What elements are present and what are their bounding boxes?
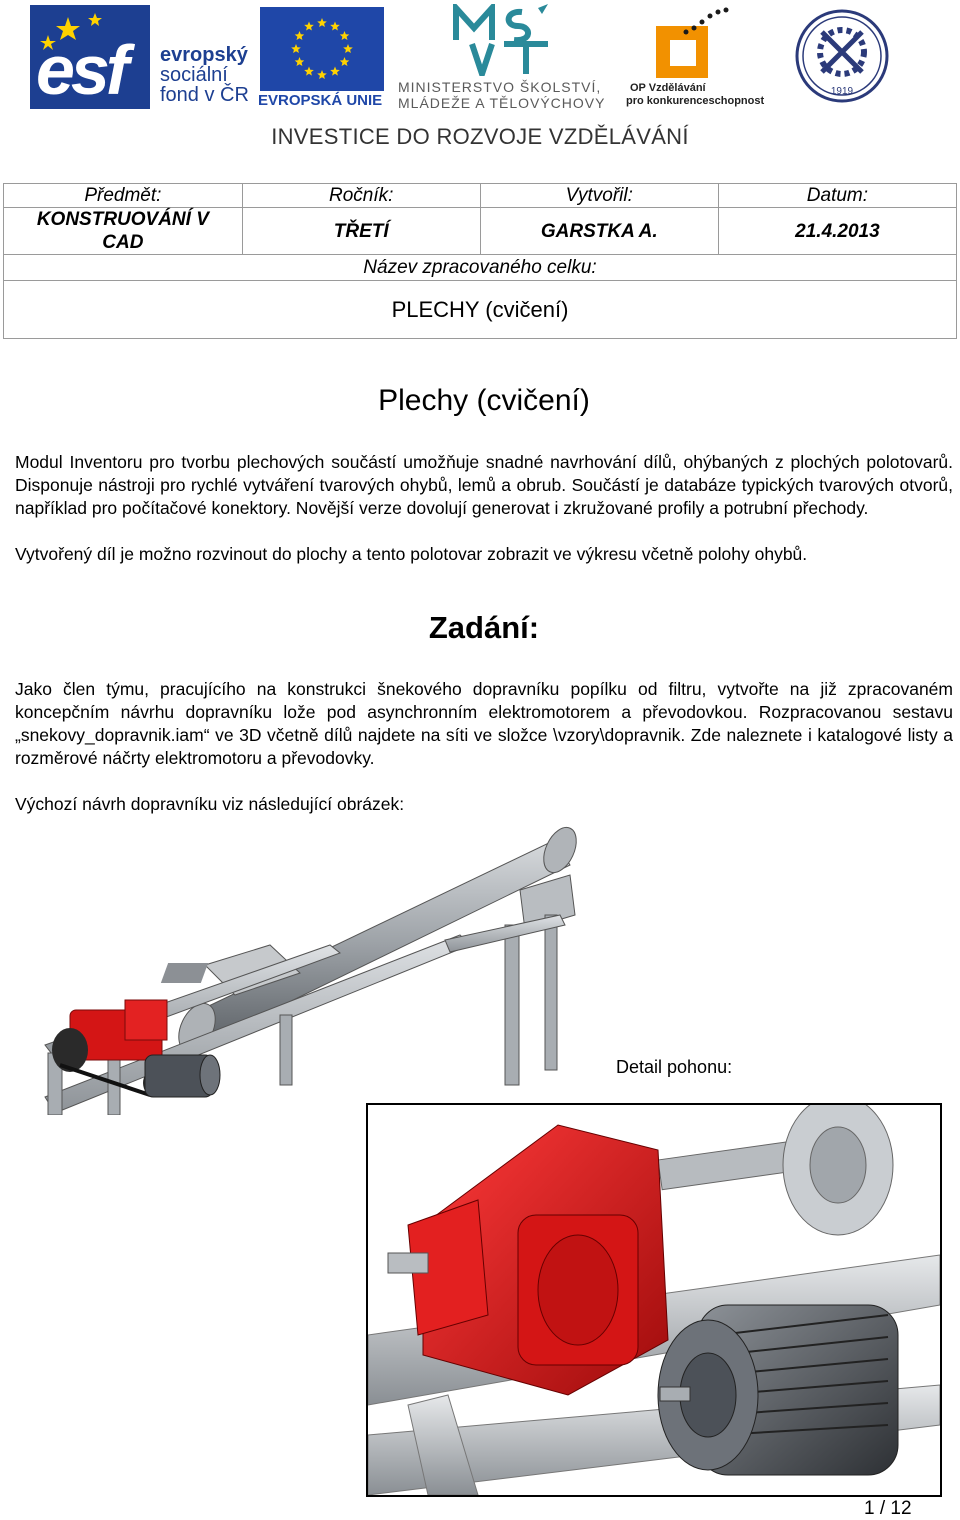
label-rocnik: Ročník: (242, 184, 480, 208)
eu-label: EVROPSKÁ UNIE (258, 92, 383, 109)
esf-line-2: sociální (160, 64, 228, 86)
conveyor-illustration (0, 815, 960, 1115)
value-predmet-text: KONSTRUOVÁNÍ V CAD (36, 209, 209, 253)
label-nazev-celku: Název zpracovaného celku: (4, 255, 957, 281)
esf-line-1: evropský (160, 44, 248, 66)
label-datum: Datum: (718, 184, 956, 208)
page-heading: Plechy (cvičení) (378, 384, 590, 417)
eu-star-icon (330, 22, 340, 31)
op-logo (650, 6, 740, 80)
msmt-logo (452, 4, 562, 76)
school-seal-logo (794, 8, 890, 104)
intro-paragraph: Modul Inventoru pro tvorbu plechových součástí umožňuje snadné navrhování dílů, ohýbaných z plochých polotovarů. Disponuje nástroji pro rychlé vytváření tvarových ohybů, lemů a obrub. Součástí je databáze typických tvarových otvorů, například pro počítačové konektory. Novější verze dovolují generovat i zkružované profily a potrubní přechody. (15, 452, 953, 518)
value-predmet (4, 208, 243, 255)
detail-label: Detail pohonu: (616, 1057, 733, 1077)
seal-year: 1919 (830, 86, 854, 97)
eu-star-icon (340, 31, 350, 40)
eu-star-icon (295, 57, 305, 66)
esf-logo (30, 5, 150, 109)
esf-line-3: fond v ČR (160, 84, 249, 106)
eu-star-icon (340, 57, 350, 66)
msmt-line-1: MINISTERSTVO ŠKOLSTVÍ, (398, 79, 602, 95)
msmt-caption (398, 79, 605, 111)
investice-banner: INVESTICE DO ROZVOJE VZDĚLÁVÁNÍ (271, 124, 689, 149)
eu-star-icon (317, 70, 327, 79)
assignment-paragraph: Jako člen týmu, pracujícího na konstrukci šnekového dopravníku popílku od filtru, vytvořte na již zpracovaném koncepčním návrhu dopravníku lože pod asynchronním elektromotorem a převodovkou. Rozpracovanou sestavu „snekovy_dopravnik.iam“ ve 3D včetně dílů najdete na síti ve složce \vzory\dopravnik. Zde naleznete i katalogové listy a rozměrové náčrty elektromotoru a převodovky. (15, 679, 953, 768)
page-number: 1 / 12 (864, 1498, 912, 1519)
intro-paragraph-2: Vytvořený díl je možno rozvinout do plochy a tento polotovar zobrazit ve výkresu včetně polohy ohybů. (15, 544, 808, 564)
figure-intro: Výchozí návrh dopravníku viz následující obrázek: (15, 794, 405, 814)
label-vytvoril: Vytvořil: (480, 184, 718, 208)
eu-flag-logo (260, 7, 384, 91)
op-line-2: pro konkurenceschopnost (626, 95, 765, 107)
eu-star-icon (295, 31, 305, 40)
msmt-line-2: MLÁDEŽE A TĚLOVÝCHOVY (398, 95, 606, 111)
label-predmet: Předmět: (4, 184, 243, 208)
value-datum: 21.4.2013 (718, 208, 956, 255)
esf-letters: esf (36, 31, 126, 109)
eu-star-icon (304, 67, 314, 76)
eu-star-icon (304, 22, 314, 31)
esf-caption (160, 45, 249, 105)
op-line-1: OP Vzdělávání (630, 82, 706, 94)
op-caption (626, 82, 764, 108)
header-table (3, 183, 957, 339)
eu-star-icon (317, 18, 327, 27)
eu-star-icon (330, 67, 340, 76)
eu-star-icon (343, 44, 353, 53)
drive-detail-illustration (366, 1103, 942, 1497)
assignment-heading: Zadání: (428, 610, 540, 645)
value-nazev-celku: PLECHY (cvičení) (4, 281, 957, 339)
eu-star-icon (291, 44, 301, 53)
value-rocnik: TŘETÍ (242, 208, 480, 255)
value-vytvoril: GARSTKA A. (480, 208, 718, 255)
